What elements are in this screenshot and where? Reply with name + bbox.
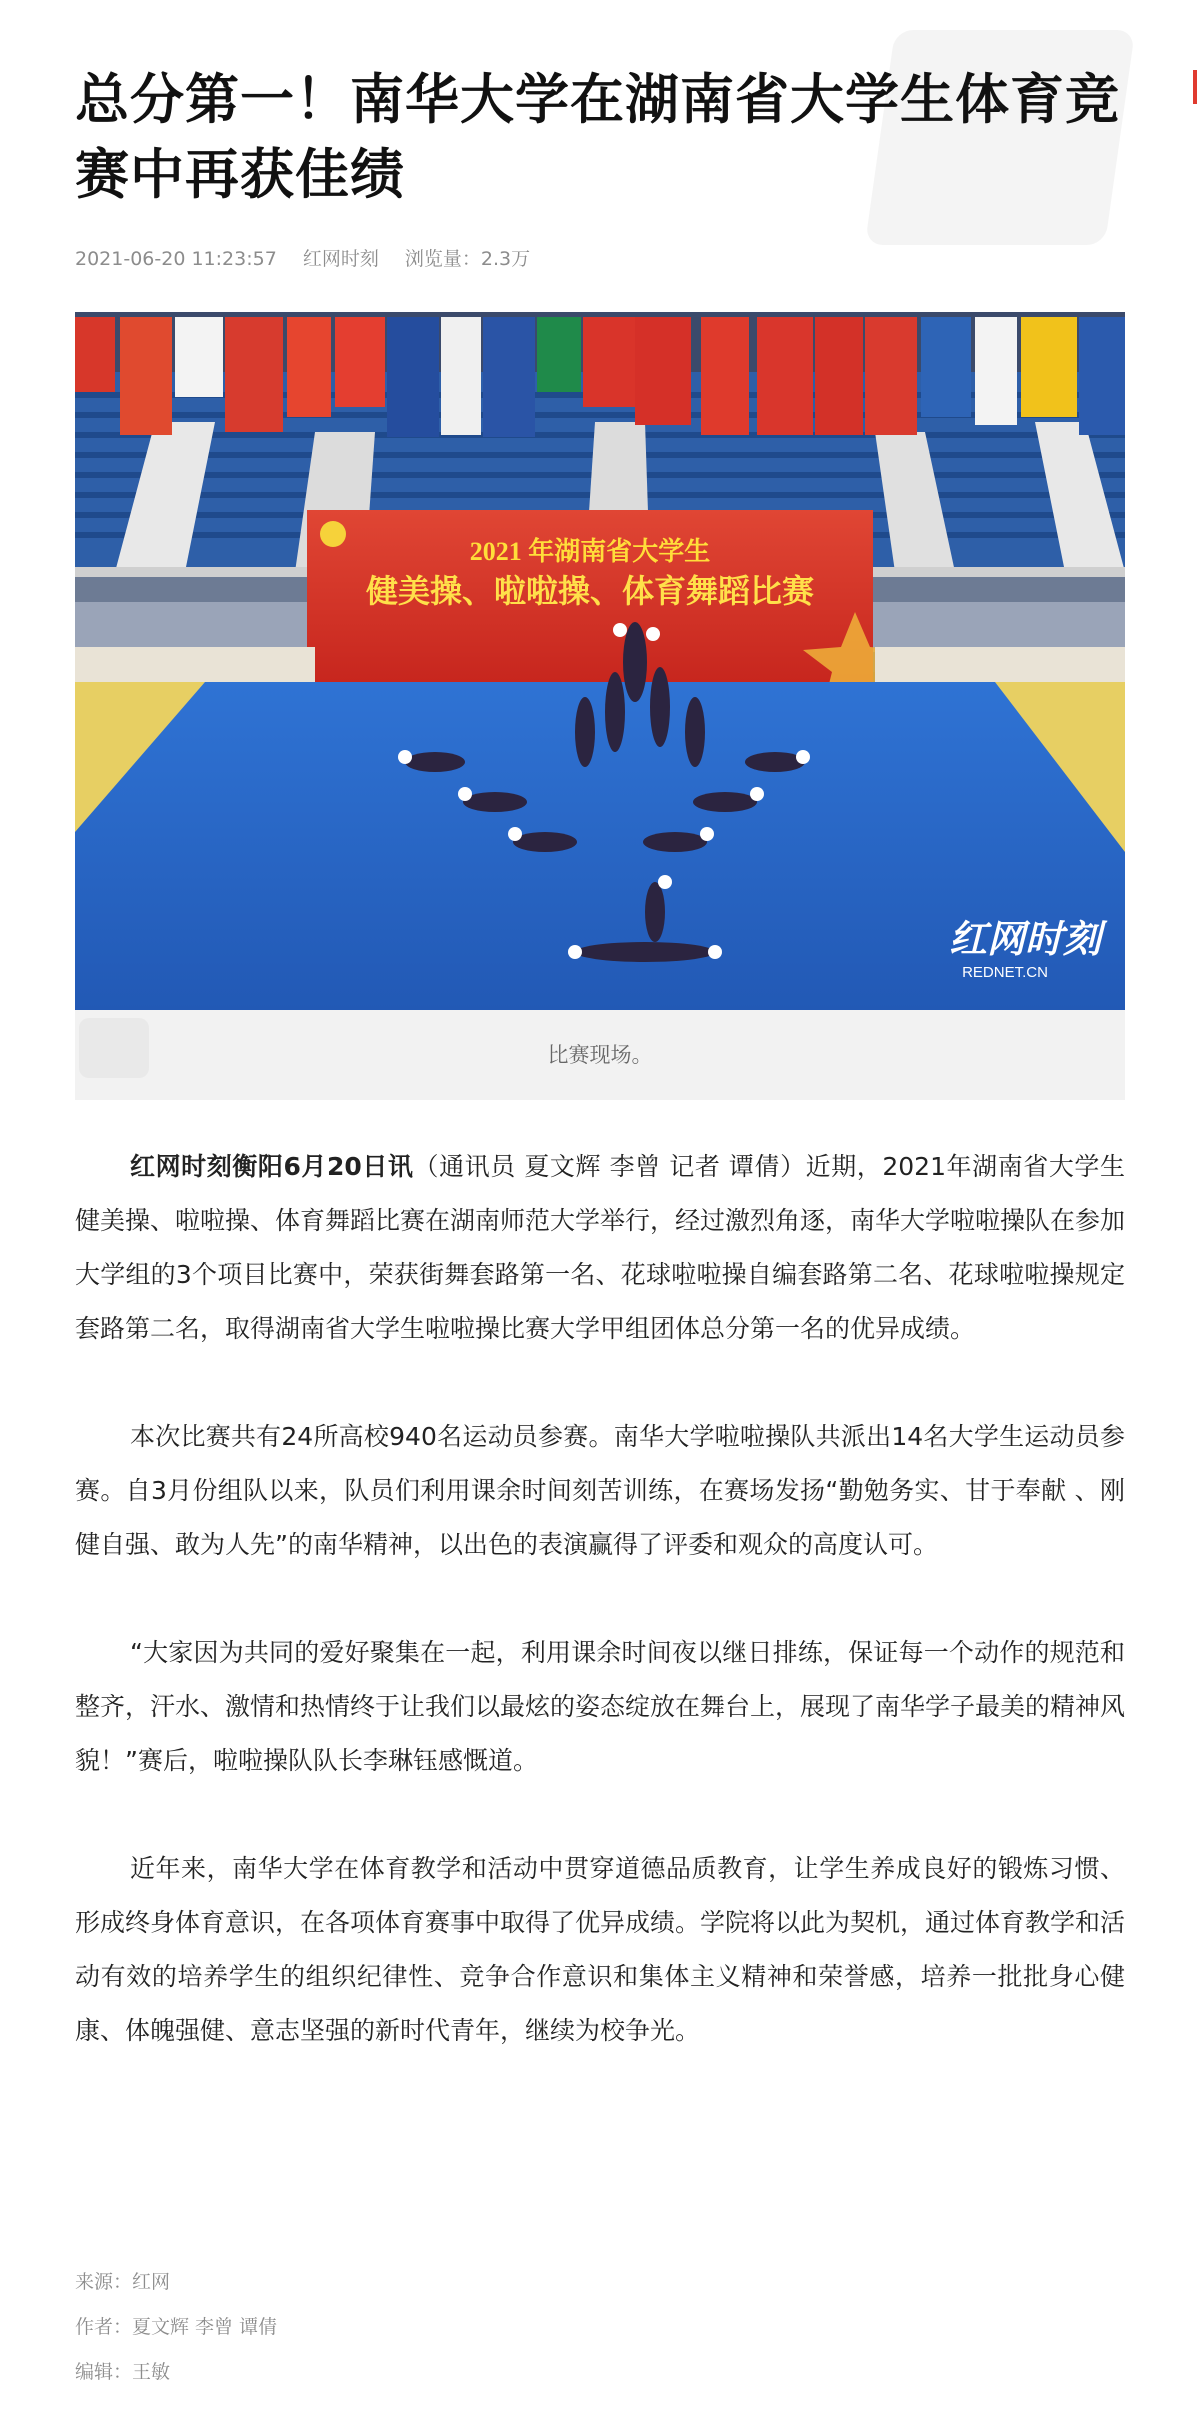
view-count-label: 浏览量： xyxy=(404,248,481,270)
caption-watermark-logo xyxy=(79,1018,149,1078)
paragraph-3: “大家因为共同的爱好聚集在一起，利用课余时间夜以继日排练，保证每一个动作的规范和整齐，汗水、激情和热情终于让我们以最炫的姿态绽放在舞台上，展现了南华学子最美的精神风貌！”赛后，啦啦操队队长李琳钰感慨道。 xyxy=(75,1638,1126,1775)
view-count xyxy=(405,248,530,270)
article xyxy=(75,0,1126,2383)
paragraph-1 xyxy=(75,1140,1125,1356)
footer-source: 来源：红网 xyxy=(75,2271,171,2293)
dateline: 红网时刻衡阳6月20日讯 xyxy=(130,1152,414,1181)
article-footer xyxy=(75,2260,1125,2395)
photo-caption: 比赛现场。 xyxy=(547,1043,653,1067)
footer-author: 作者：夏文辉 李曾 谭倩 xyxy=(75,2316,278,2338)
edge-accent-bar xyxy=(1193,70,1197,104)
photo-caption-area xyxy=(75,1010,1125,1100)
rednet-logo-text: 红网时刻 xyxy=(948,919,1102,961)
paragraph-4: 近年来，南华大学在体育教学和活动中贯穿道德品质教育，让学生养成良好的锻炼习惯、形成终身体育意识，在各项体育赛事中取得了优异成绩。学院将以此为契机，通过体育教学和活动有效的培养学生的组织纪律性、竞争合作意识和集体主义精神和荣誉感，培养一批批身心健康、体魄强健、意志坚强的新时代青年，继续为校争光。 xyxy=(75,1854,1126,2045)
publish-datetime: 2021-06-20 11:23:57 xyxy=(75,248,277,270)
article-meta xyxy=(75,244,1125,274)
paragraph-1-text: （通讯员 夏文辉 李曾 记者 谭倩）近期，2021年湖南省大学生健美操、啦啦操、体育舞蹈比赛在湖南师范大学举行，经过激烈角逐，南华大学啦啦操队在参加大学组的3个项目比赛中，荣获街舞套路第一名、花球啦啦操自编套路第二名、花球啦啦操规定套路第二名，取得湖南省大学生啦啦操比赛大学甲组团体总分第一名的优异成绩。 xyxy=(75,1152,1126,1343)
competition-photo xyxy=(75,312,1125,1010)
article-title: 总分第一！南华大学在湖南省大学生体育竞赛中再获佳绩 xyxy=(75,68,1120,206)
view-count-value: 2.3万 xyxy=(480,248,531,270)
source-name: 红网时刻 xyxy=(302,248,379,270)
rednet-logo-sub: REDNET.CN xyxy=(962,964,1048,981)
banner-year-text: 2021 年湖南省大学生 xyxy=(469,537,711,566)
article-body xyxy=(75,1140,1125,2112)
article-figure xyxy=(75,312,1125,1100)
paragraph-2: 本次比赛共有24所高校940名运动员参赛。南华大学啦啦操队共派出14名大学生运动员参赛。自3月份组队以来，队员们利用课余时间刻苦训练，在赛场发扬“勤勉务实、甘于奉献 、刚健自强、敢为人先”的南华精神，以出色的表演赢得了评委和观众的高度认可。 xyxy=(75,1422,1125,1559)
banner-title-text: 健美操、啦啦操、体育舞蹈比赛 xyxy=(365,573,815,609)
footer-editor: 编辑：王敏 xyxy=(75,2361,171,2383)
